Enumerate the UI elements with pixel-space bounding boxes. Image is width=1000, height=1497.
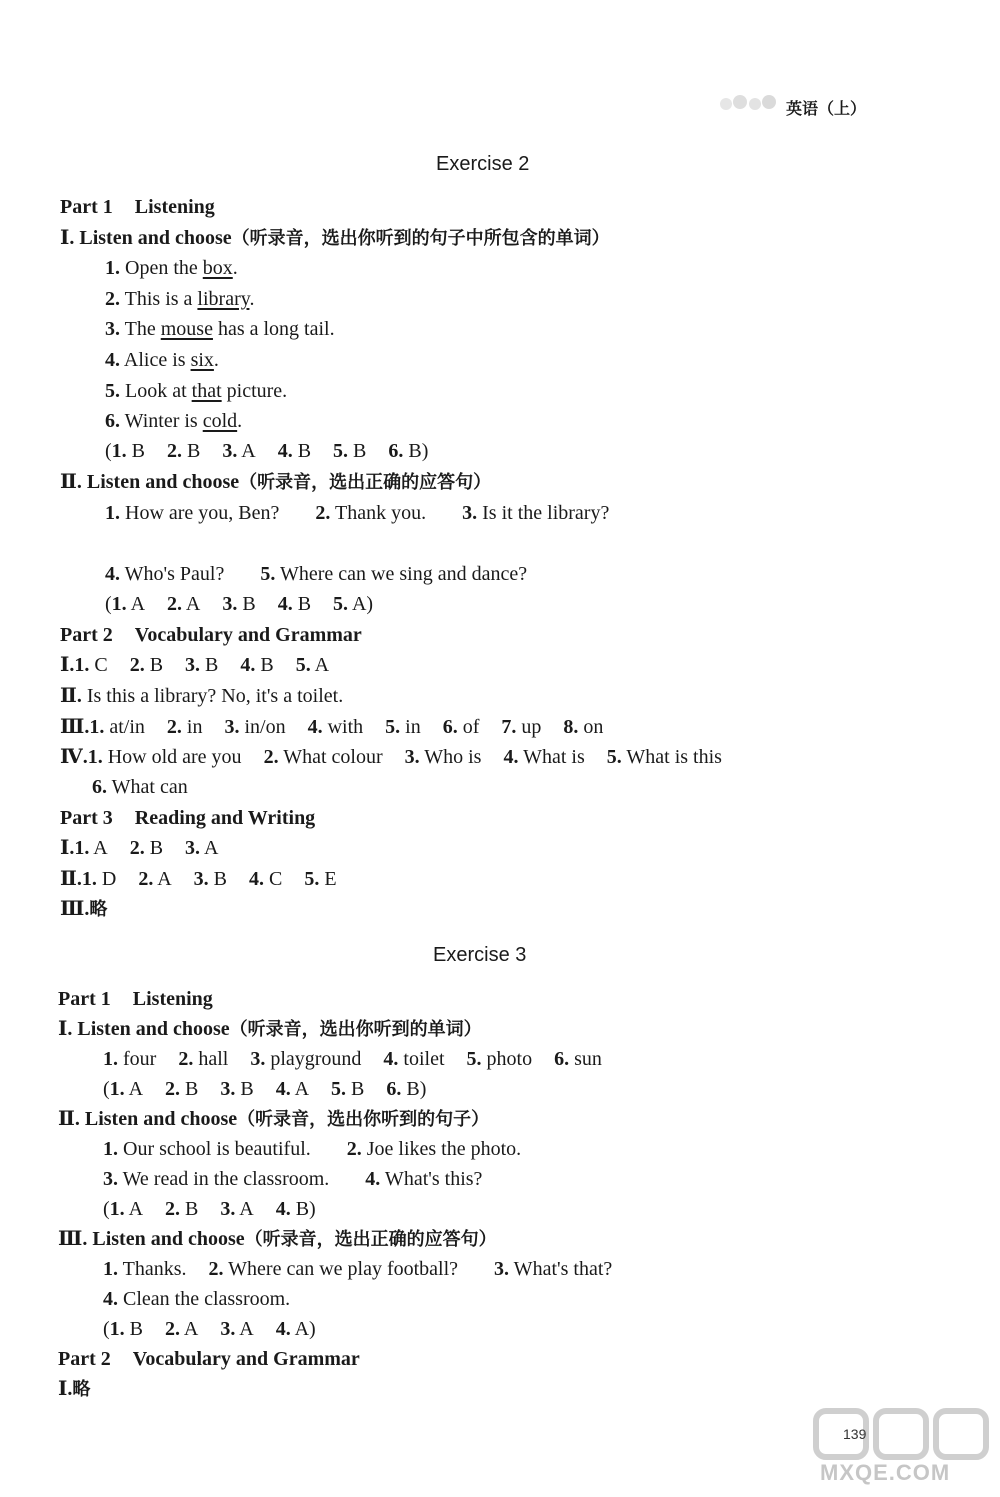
answer-line: 6. What can (92, 776, 188, 798)
list-item: 1. Our school is beautiful. 2. Joe likes the photo. (103, 1138, 522, 1160)
answer-key: (1. B 2. A 3. A 4. A) (103, 1318, 316, 1340)
page-number: 139 (843, 1426, 867, 1442)
list-item: 4. Who's Paul? 5. Where can we sing and dance? (105, 563, 528, 585)
answer-line: Ⅱ.1. D 2. A 3. B 4. C 5. E (60, 868, 337, 890)
section-heading: Ⅰ. Listen and choose（听录音，选出你听到的句子中所包含的单词） (60, 227, 610, 249)
part-heading: Part 1 Listening (58, 988, 213, 1010)
exercise-2-title: Exercise 2 (436, 153, 530, 175)
list-item: 3. We read in the classroom. 4. What's this? (103, 1168, 483, 1190)
list-item: 2. This is a library. (105, 288, 255, 310)
section-heading: Ⅱ. Listen and choose（听录音，选出你听到的句子） (58, 1108, 490, 1130)
answer-line: Ⅰ.1. C 2. B 3. B 4. B 5. A (60, 654, 330, 676)
answer-line: Ⅲ.略 (60, 898, 108, 920)
list-item: 4. Alice is six. (105, 349, 219, 371)
part-heading: Part 2 Vocabulary and Grammar (58, 1348, 360, 1370)
exercise-3-title: Exercise 3 (433, 944, 527, 966)
answer-line: Ⅳ.1. How old are you 2. What colour 3. Who is 4. What is 5. What is this (60, 746, 722, 768)
list-item: 1. Open the box. (105, 257, 238, 279)
header-subject: 英语（上） (786, 99, 867, 118)
list-item: 1. four 2. hall 3. playground 4. toilet 5. photo 6. sun (103, 1048, 602, 1070)
answer-key: (1. B 2. B 3. A 4. B 5. B 6. B) (105, 440, 429, 462)
list-item: 5. Look at that picture. (105, 380, 288, 402)
list-item: 6. Winter is cold. (105, 410, 243, 432)
answer-line: Ⅰ.1. A 2. B 3. A (60, 837, 219, 859)
section-heading: Ⅰ. Listen and choose（听录音，选出你听到的单词） (58, 1018, 482, 1040)
header-decoration-icon (718, 92, 780, 114)
part-heading: Part 3 Reading and Writing (60, 807, 316, 829)
answer-line: Ⅲ.1. at/in 2. in 3. in/on 4. with 5. in 6. of 7. up 8. on (60, 716, 604, 738)
list-item: 3. The mouse has a long tail. (105, 318, 335, 340)
answer-key: (1. A 2. A 3. B 4. B 5. A) (105, 593, 374, 615)
answer-line: Ⅱ. Is this a library? No, it's a toilet. (60, 685, 344, 707)
section-heading: Ⅲ. Listen and choose（听录音，选出正确的应答句） (58, 1228, 497, 1250)
part-heading: Part 2 Vocabulary and Grammar (60, 624, 362, 646)
section-heading: Ⅱ. Listen and choose（听录音，选出正确的应答句） (60, 471, 492, 493)
part-heading: Part 1 Listening (60, 196, 215, 218)
list-item: 4. Clean the classroom. (103, 1288, 291, 1310)
list-item: 1. Thanks. 2. Where can we play football? 3. What's that? (103, 1258, 613, 1280)
answer-key: (1. A 2. B 3. A 4. B) (103, 1198, 316, 1220)
list-item: 1. How are you, Ben? 2. Thank you. 3. Is it the library? (105, 502, 610, 524)
watermark-url: MXQE.COM (820, 1460, 951, 1485)
answer-key: (1. A 2. B 3. B 4. A 5. B 6. B) (103, 1078, 427, 1100)
answer-line: Ⅰ.略 (58, 1378, 91, 1400)
